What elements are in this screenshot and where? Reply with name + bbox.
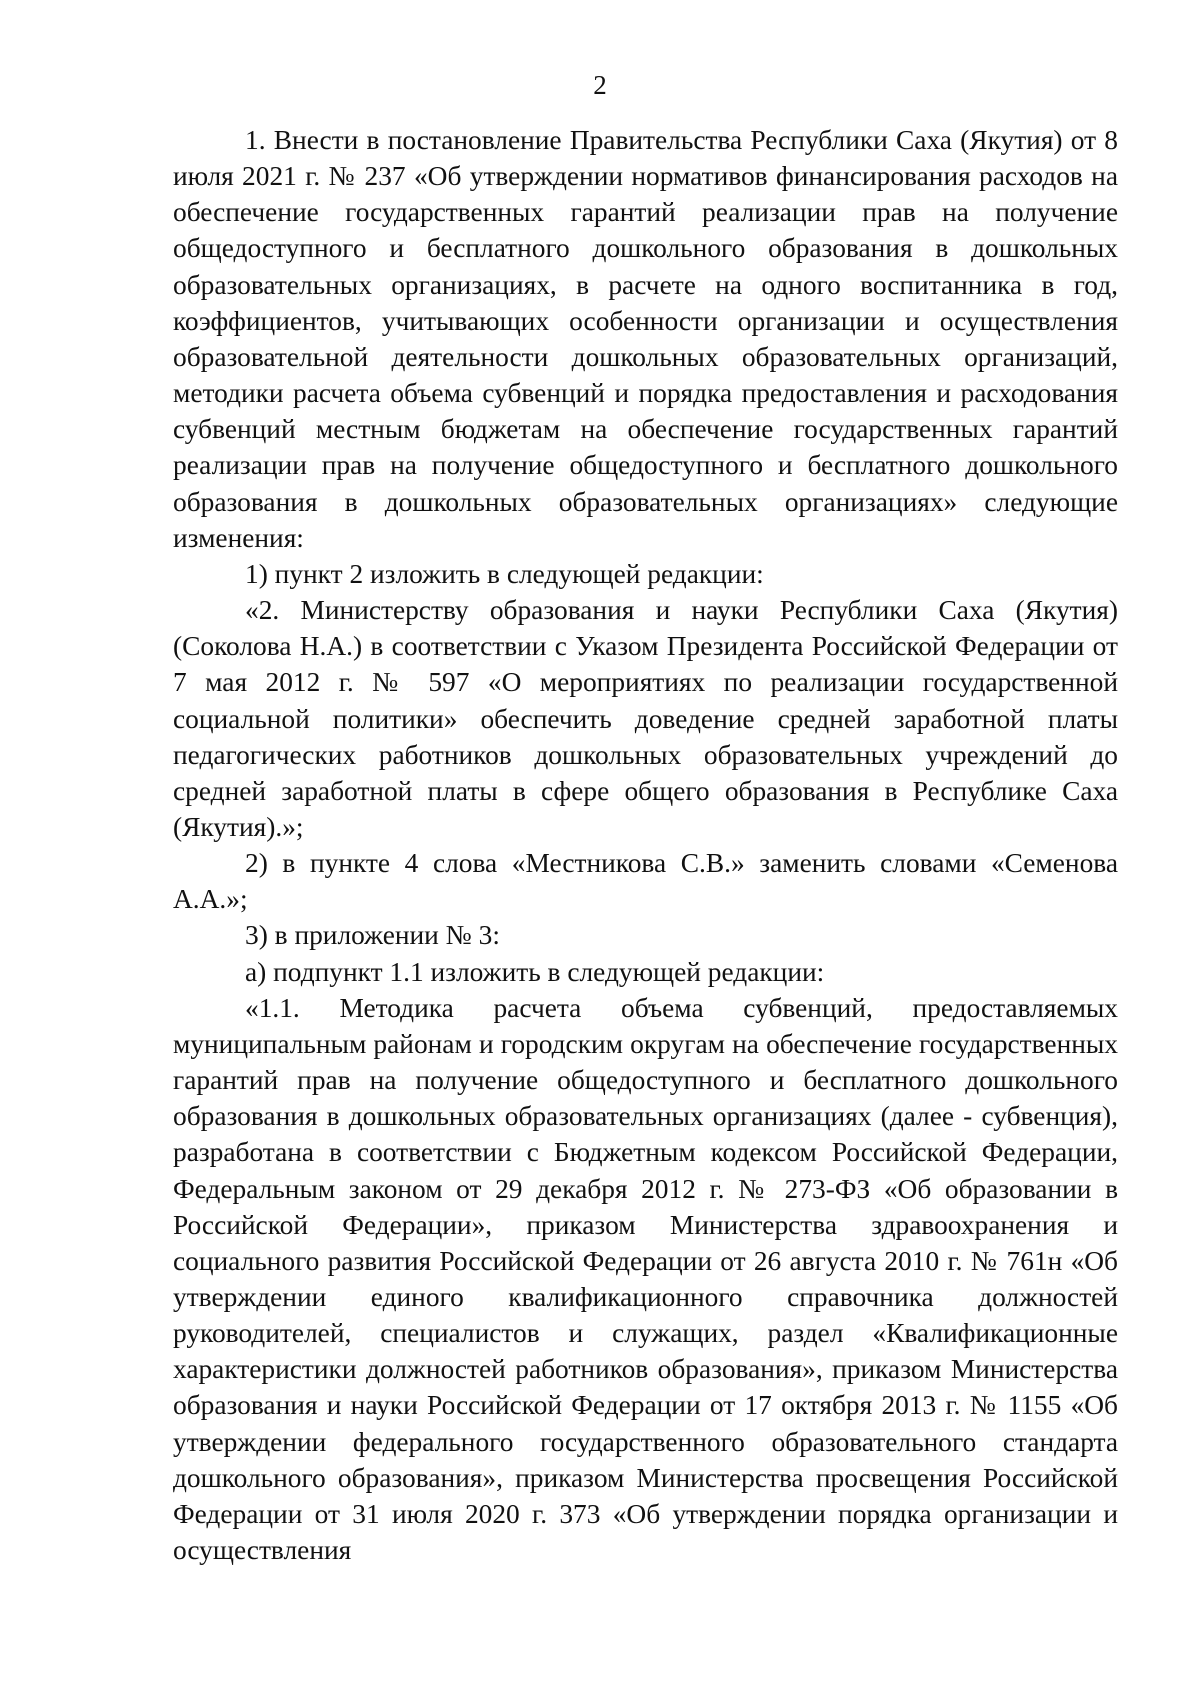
paragraph-5: 3) в приложении № 3: — [245, 920, 500, 951]
document-body — [173, 122, 1118, 1568]
paragraph-1: 1. Внести в постановление Правительства Республики Саха (Якутия) от 8 июля 2021 г. № 237 «Об утверждении нормативов финансирования расходов на обеспечение государственных гарантий реализации прав на получение общедоступного и бесплатного дошкольного образования в дошкольных образовательных организациях, в расчете на одного воспитанника в год, коэффициентов, учитывающих особенности организации и осуществления образовательной деятельности дошкольных образовательных организаций, методики расчета объема субвенций и порядка предоставления и расходования субвенций местным бюджетам на обеспечение государственных гарантий реализации прав на получение общедоступного и бесплатного дошкольного образования в дошкольных образовательных организациях» следующие изменения: — [173, 125, 1118, 553]
paragraph-7: «1.1. Методика расчета объема субвенций, предоставляемых муниципальным районам и городским округам на обеспечение государственных гарантий прав на получение общедоступного и бесплатного дошкольного образования в дошкольных образовательных организациях (далее - субвенция), разработана в соответствии с Бюджетным кодексом Российской Федерации, Федеральным законом от 29 декабря 2012 г. № 273-ФЗ «Об образовании в Российской Федерации», приказом Министерства здравоохранения и социального развития Российской Федерации от 26 августа 2010 г. № 761н «Об утверждении единого квалификационного справочника должностей руководителей, специалистов и служащих, раздел «Квалификационные характеристики должностей работников образования», приказом Министерства образования и науки Российской Федерации от 17 октября 2013 г. № 1155 «Об утверждении федерального государственного образовательного стандарта дошкольного образования», приказом Министерства просвещения Российской Федерации от 31 июля 2020 г. 373 «Об утверждении порядка организации и осуществления — [173, 992, 1118, 1566]
paragraph-3: «2. Министерству образования и науки Республики Саха (Якутия) (Соколова Н.А.) в соответствии с Указом Президента Российской Федерации от 7 мая 2012 г. № 597 «О мероприятиях по реализации государственной социальной политики» обеспечить доведение средней заработной платы педагогических работников дошкольных образовательных учреждений до средней заработной платы в сфере общего образования в Республике Саха (Якутия).»; — [173, 595, 1118, 842]
page-number: 2 — [593, 70, 607, 100]
paragraph-4: 2) в пункте 4 слова «Местникова С.В.» заменить словами «Семенова А.А.»; — [173, 848, 1118, 915]
paragraph-6: а) подпункт 1.1 изложить в следующей редакции: — [245, 956, 825, 987]
paragraph-2: 1) пункт 2 изложить в следующей редакции: — [245, 558, 764, 589]
